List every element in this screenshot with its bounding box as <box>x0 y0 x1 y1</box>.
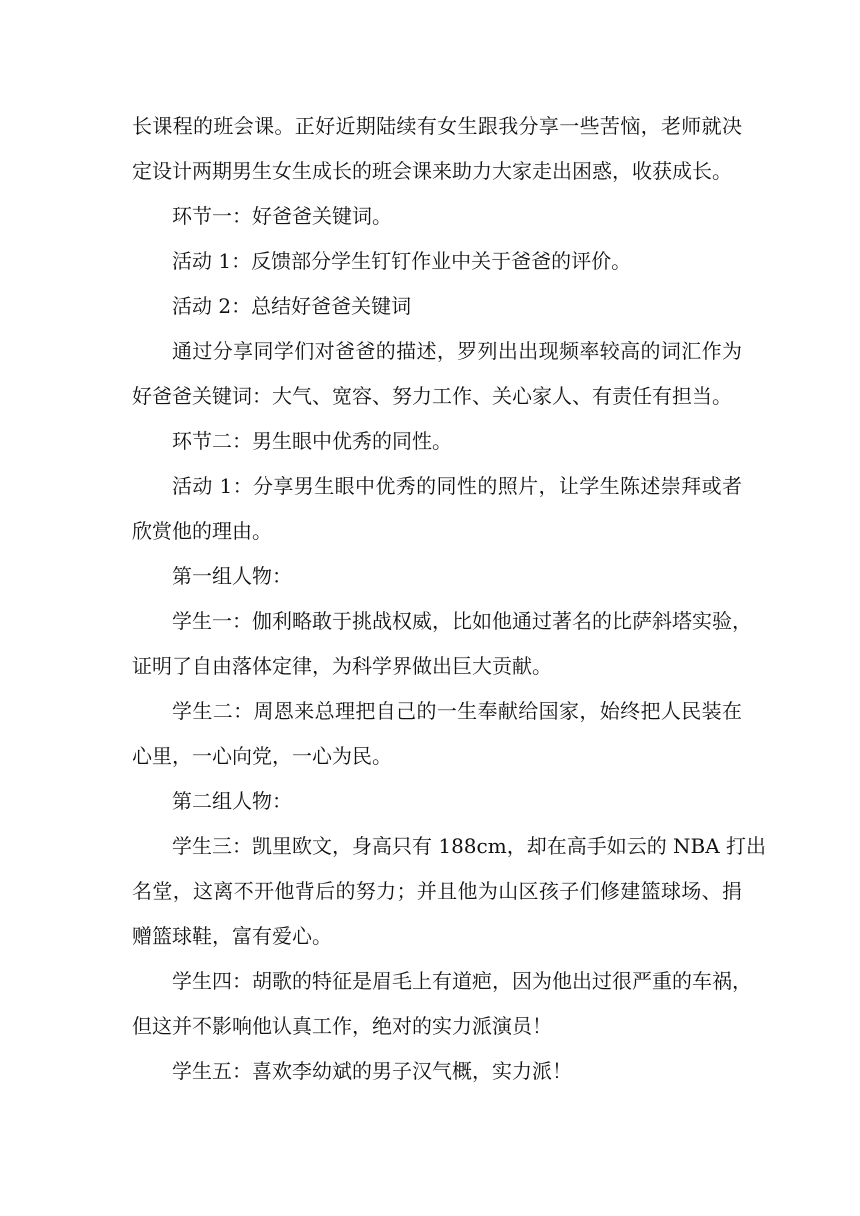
text-line: 学生二：周恩来总理把自己的一生奉献给国家，始终把人民装在 <box>172 699 742 723</box>
text-line: 证明了自由落体定律，为科学界做出巨大贡献。 <box>132 654 552 678</box>
activity-1-paragraph <box>132 239 742 284</box>
text-line: 学生一：伽利略敢于挑战权威，比如他通过著名的比萨斜塔实验， <box>172 609 752 633</box>
text-line: 定设计两期男生女生成长的班会课来助力大家走出困惑，收获成长。 <box>132 159 732 183</box>
text-line: 第一组人物： <box>172 564 292 588</box>
text-line: 学生五：喜欢李幼斌的男子汉气概，实力派！ <box>172 1059 572 1083</box>
text-line: 好爸爸关键词：大气、宽容、努力工作、关心家人、有责任有担当。 <box>132 384 732 408</box>
student-2-paragraph <box>132 689 742 779</box>
keywords-paragraph <box>132 329 742 419</box>
text-line: 欣赏他的理由。 <box>132 519 272 543</box>
section-heading-2 <box>132 419 742 464</box>
text-line: 学生三：凯里欧文，身高只有 188cm，却在高手如云的 NBA 打出 <box>172 834 767 858</box>
group-2-heading <box>132 779 742 824</box>
section-heading-1 <box>132 194 742 239</box>
text-line: 学生四：胡歌的特征是眉毛上有道疤，因为他出过很严重的车祸， <box>172 969 752 993</box>
text-line: 活动 2：总结好爸爸关键词 <box>172 294 412 318</box>
student-5-paragraph <box>132 1049 742 1094</box>
student-4-paragraph <box>132 959 752 1049</box>
paragraph-intro-continued <box>132 104 742 194</box>
document-body <box>132 104 767 1094</box>
text-line: 环节一：好爸爸关键词。 <box>172 204 392 228</box>
activity-photo-paragraph <box>132 464 742 554</box>
text-line: 环节二：男生眼中优秀的同性。 <box>172 429 452 453</box>
text-line: 活动 1：反馈部分学生钉钉作业中关于爸爸的评价。 <box>172 249 632 273</box>
activity-2-paragraph <box>132 284 742 329</box>
text-line: 名堂，这离不开他背后的努力；并且他为山区孩子们修建篮球场、捐 <box>132 879 742 903</box>
student-1-paragraph <box>132 599 752 689</box>
text-line: 第二组人物： <box>172 789 292 813</box>
text-line: 赠篮球鞋，富有爱心。 <box>132 924 332 948</box>
student-3-paragraph <box>132 824 767 959</box>
text-line: 活动 1：分享男生眼中优秀的同性的照片，让学生陈述崇拜或者 <box>172 474 742 498</box>
text-line: 通过分享同学们对爸爸的描述，罗列出出现频率较高的词汇作为 <box>172 339 742 363</box>
group-1-heading <box>132 554 742 599</box>
text-line: 长课程的班会课。正好近期陆续有女生跟我分享一些苦恼，老师就决 <box>132 114 742 138</box>
text-line: 心里，一心向党，一心为民。 <box>132 744 392 768</box>
text-line: 但这并不影响他认真工作，绝对的实力派演员！ <box>132 1014 552 1038</box>
